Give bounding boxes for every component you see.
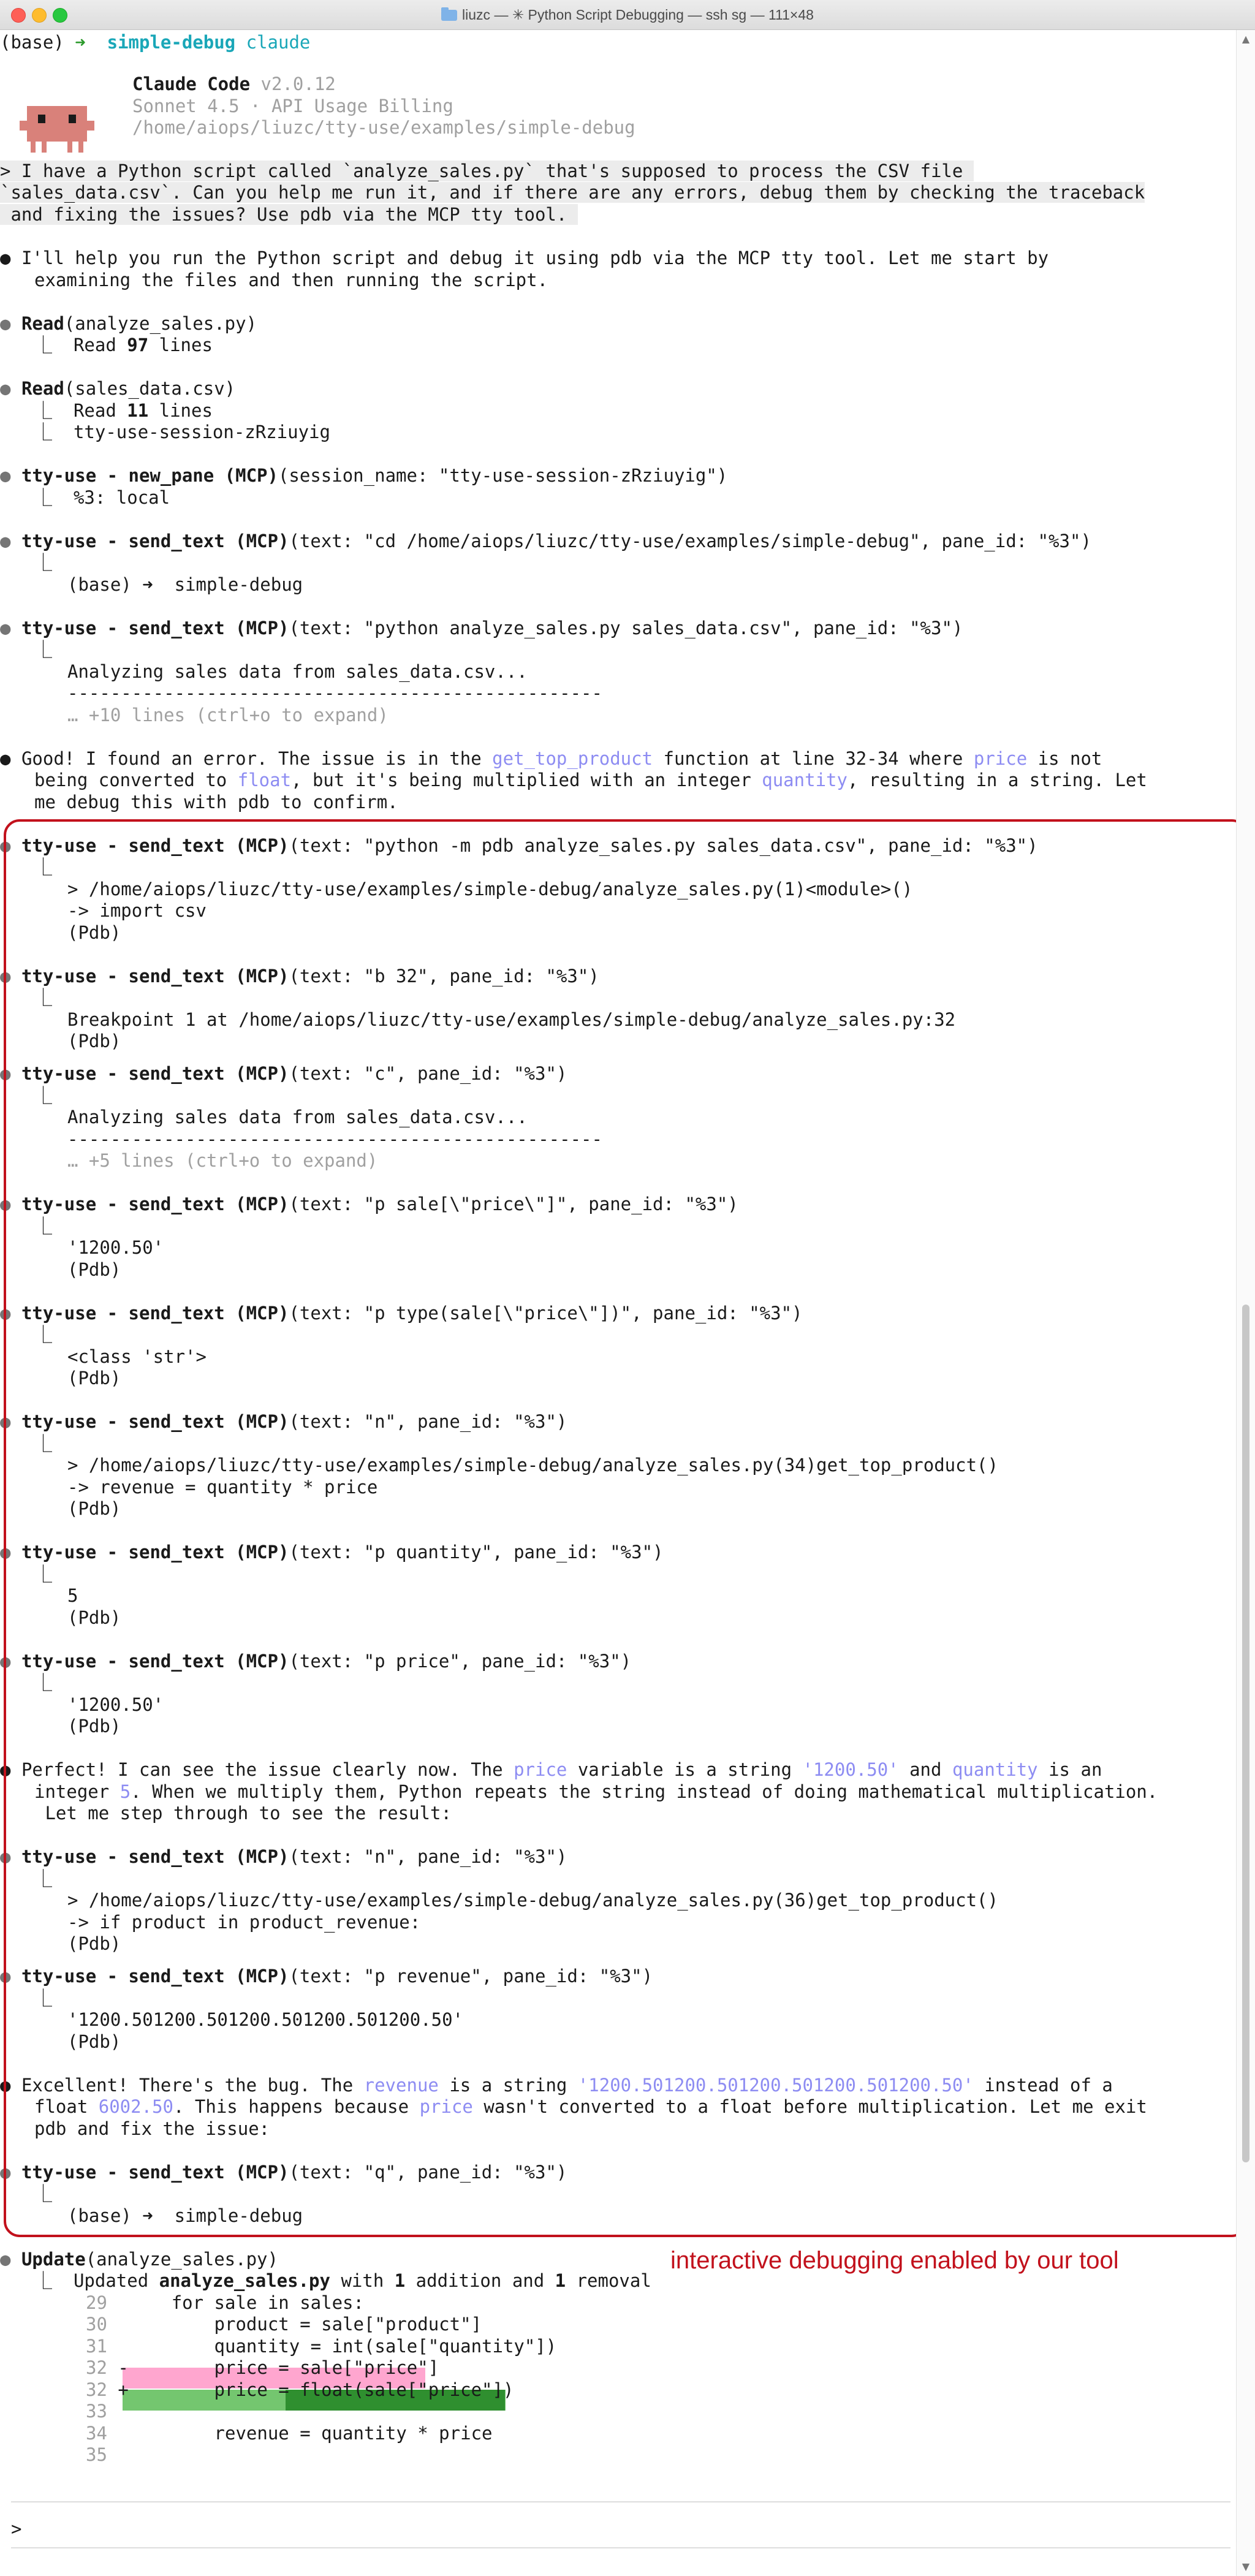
- user-prompt-line: and fixing the issues? Use pdb via the MCP tty tool.: [0, 204, 578, 225]
- user-prompt-line: `sales_data.csv`. Can you help me run it, and if there are any errors, debug them by checking the traceback: [0, 182, 1145, 203]
- tool-result: (Pdb): [67, 1933, 121, 1954]
- input-divider-bottom: [11, 2547, 1230, 2548]
- bullet-icon: ●: [0, 531, 11, 551]
- bullet-icon: ●: [0, 835, 11, 856]
- tool-result: <class 'str'>: [67, 1346, 207, 1367]
- bullet-icon: ●: [0, 313, 11, 334]
- tool-result: > /home/aiops/liuzc/tty-use/examples/simple-debug/analyze_sales.py(36)get_top_product(): [67, 1890, 998, 1911]
- diff-line: 35: [86, 2444, 107, 2465]
- diff-line: 29 for sale in sales:: [86, 2292, 364, 2313]
- tool-call-send-text[interactable]: ● tty-use - send_text (MCP)(text: "cd /home/aiops/liuzc/tty-use/examples/simple-debug", pane_id: "%3"): [0, 531, 1091, 551]
- diff-line: 30 product = sale["product"]: [86, 2314, 482, 2335]
- tool-result: ⎿ tty-use-session-zRziuyig: [34, 422, 330, 442]
- tool-call-send-text[interactable]: ● tty-use - send_text (MCP)(text: "python analyze_sales.py sales_data.csv", pane_id: "%3"): [0, 618, 963, 638]
- assistant-message: integer 5. When we multiply them, Python repeats the string instead of doing mathematical multiplication.: [34, 1781, 1158, 1802]
- tool-result: (Pdb): [67, 1259, 121, 1280]
- tool-result: (Pdb): [67, 1031, 121, 1051]
- tool-result: ⎿ Read 11 lines: [34, 400, 213, 421]
- tool-result: Analyzing sales data from sales_data.csv...: [67, 661, 528, 682]
- tool-call-send-text[interactable]: ● tty-use - send_text (MCP)(text: "python -m pdb analyze_sales.py sales_data.csv", pane_id: "%3"): [0, 835, 1038, 856]
- diff-line: 34 revenue = quantity * price: [86, 2423, 493, 2444]
- tool-result: -> revenue = quantity * price: [67, 1477, 378, 1498]
- tool-result: 5: [67, 1585, 78, 1606]
- scroll-up-icon[interactable]: ▲: [1242, 33, 1250, 45]
- bullet-icon: ●: [0, 2162, 11, 2183]
- bullet-icon: ●: [0, 1542, 11, 1563]
- tree-branch-icon: ⎿: [34, 2270, 53, 2291]
- tool-result: (Pdb): [67, 922, 121, 943]
- user-prompt-line: > I have a Python script called `analyze_sales.py` that's supposed to process the CSV file: [0, 161, 974, 181]
- tool-call-read[interactable]: ● Read(sales_data.csv): [0, 378, 236, 399]
- annotation-caption: interactive debugging enabled by our tool: [670, 2247, 1119, 2274]
- assistant-message: examining the files and then running the script.: [34, 270, 548, 290]
- tool-call-new-pane[interactable]: ● tty-use - new_pane (MCP)(session_name: "tty-use-session-zRziuyig"): [0, 465, 728, 486]
- claude-logo-icon: [17, 102, 97, 164]
- tree-branch-icon: ⎿: [34, 1216, 53, 1237]
- bullet-icon: ●: [0, 1303, 11, 1324]
- tool-call-read[interactable]: ● Read(analyze_sales.py): [0, 313, 257, 334]
- bullet-icon: ●: [0, 2249, 11, 2270]
- tool-result: ⎿ Read 97 lines: [34, 335, 213, 355]
- bullet-icon: ●: [0, 1759, 11, 1780]
- tree-branch-icon: ⎿: [34, 487, 53, 508]
- tool-call-send-text[interactable]: ● tty-use - send_text (MCP)(text: "n", pane_id: "%3"): [0, 1411, 567, 1432]
- tree-branch-icon: ⎿: [34, 1085, 53, 1106]
- bullet-icon: ●: [0, 966, 11, 987]
- diff-line-added: 32 + price = float(sale["price"]): [86, 2379, 514, 2400]
- assistant-message: ● Excellent! There's the bug. The revenue is a string '1200.501200.501200.501200.501200.50' instead of a: [0, 2075, 1113, 2096]
- scrollbar[interactable]: [1236, 30, 1255, 2576]
- tool-result: -> import csv: [67, 900, 207, 921]
- tool-call-send-text[interactable]: ● tty-use - send_text (MCP)(text: "n", pane_id: "%3"): [0, 1846, 567, 1867]
- tree-branch-icon: ⎿: [34, 1868, 53, 1889]
- folder-icon: [441, 10, 457, 21]
- window-title-text: liuzc — ✳ Python Script Debugging — ssh sg — 111×48: [462, 7, 814, 23]
- bullet-icon: ●: [0, 1846, 11, 1867]
- tree-branch-icon: ⎿: [34, 987, 53, 1008]
- scrollbar-thumb[interactable]: [1242, 1305, 1249, 2162]
- tool-result: ⎿ %3: local: [34, 487, 170, 508]
- tool-result: Breakpoint 1 at /home/aiops/liuzc/tty-use/examples/simple-debug/analyze_sales.py:32: [67, 1009, 956, 1030]
- diff-line-removed: 32 - price = sale["price"]: [86, 2357, 439, 2378]
- tool-call-send-text[interactable]: ● tty-use - send_text (MCP)(text: "p sale[\"price\"]", pane_id: "%3"): [0, 1194, 738, 1214]
- bullet-icon: ●: [0, 748, 11, 769]
- tree-branch-icon: ⎿: [34, 2183, 53, 2204]
- bullet-icon: ●: [0, 1063, 11, 1084]
- bullet-icon: ●: [0, 2075, 11, 2096]
- assistant-message: pdb and fix the issue:: [34, 2118, 270, 2139]
- highlight-frame: [4, 819, 1248, 2237]
- tree-branch-icon: ⎿: [34, 857, 53, 877]
- assistant-message: being converted to float, but it's being multiplied with an integer quantity, resulting in a string. Let: [34, 770, 1147, 790]
- tree-branch-icon: ⎿: [34, 639, 53, 660]
- tool-call-send-text[interactable]: ● tty-use - send_text (MCP)(text: "b 32", pane_id: "%3"): [0, 966, 599, 987]
- bullet-icon: ●: [0, 618, 11, 638]
- bullet-icon: ●: [0, 248, 11, 268]
- diff-line: 33: [86, 2401, 107, 2422]
- tree-branch-icon: ⎿: [34, 552, 53, 573]
- tree-branch-icon: ⎿: [34, 1324, 53, 1345]
- tool-result: (base) ➜ simple-debug: [67, 574, 303, 595]
- assistant-message: ● I'll help you run the Python script and debug it using pdb via the MCP tty tool. Let me start by: [0, 248, 1049, 268]
- tool-result: (Pdb): [67, 2031, 121, 2052]
- bullet-icon: ●: [0, 1651, 11, 1672]
- tool-result: (Pdb): [67, 1368, 121, 1388]
- tree-branch-icon: ⎿: [34, 422, 53, 442]
- tool-result: '1200.50': [67, 1694, 164, 1715]
- tool-result: ⎿ Updated analyze_sales.py with 1 addition and 1 removal: [34, 2270, 651, 2291]
- scroll-down-icon[interactable]: ▼: [1242, 2561, 1250, 2572]
- tool-result: Analyzing sales data from sales_data.csv...: [67, 1107, 528, 1127]
- window-title: [0, 0, 1255, 29]
- assistant-message: me debug this with pdb to confirm.: [34, 792, 398, 813]
- tool-call-send-text[interactable]: ● tty-use - send_text (MCP)(text: "p price", pane_id: "%3"): [0, 1651, 632, 1672]
- tool-result: (Pdb): [67, 1716, 121, 1737]
- tool-result: -> if product in product_revenue:: [67, 1912, 421, 1933]
- tool-call-send-text[interactable]: ● tty-use - send_text (MCP)(text: "p quantity", pane_id: "%3"): [0, 1542, 664, 1563]
- tool-result: > /home/aiops/liuzc/tty-use/examples/simple-debug/analyze_sales.py(1)<module>(): [67, 879, 913, 900]
- diff-line: 31 quantity = int(sale["quantity"]): [86, 2336, 557, 2357]
- model-line: Sonnet 4.5 · API Usage Billing: [132, 96, 453, 116]
- bullet-icon: ●: [0, 1194, 11, 1214]
- app-name-line: Claude Code v2.0.12: [132, 74, 336, 94]
- assistant-message: Let me step through to see the result:: [34, 1803, 452, 1824]
- tree-branch-icon: ⎿: [34, 335, 53, 355]
- bullet-icon: ●: [0, 1411, 11, 1432]
- tool-call-update[interactable]: ● Update(analyze_sales.py): [0, 2249, 278, 2270]
- tool-result: (base) ➜ simple-debug: [67, 2205, 303, 2226]
- tool-result: '1200.50': [67, 1237, 164, 1258]
- assistant-message: ● Good! I found an error. The issue is in the get_top_product function at line 32-34 where price is not: [0, 748, 1102, 769]
- tree-branch-icon: ⎿: [34, 1672, 53, 1693]
- tool-result: > /home/aiops/liuzc/tty-use/examples/simple-debug/analyze_sales.py(34)get_top_product(): [67, 1455, 998, 1476]
- expand-link[interactable]: … +5 lines (ctrl+o to expand): [67, 1150, 378, 1171]
- cwd-line: /home/aiops/liuzc/tty-use/examples/simple-debug: [132, 117, 635, 138]
- shell-prompt-line: (base) ➜ simple-debug claude: [0, 32, 311, 53]
- expand-link[interactable]: … +10 lines (ctrl+o to expand): [67, 705, 389, 725]
- tool-result: (Pdb): [67, 1498, 121, 1519]
- tree-branch-icon: ⎿: [34, 400, 53, 421]
- tool-call-send-text[interactable]: ● tty-use - send_text (MCP)(text: "c", pane_id: "%3"): [0, 1063, 567, 1084]
- tool-result: (Pdb): [67, 1607, 121, 1628]
- bullet-icon: ●: [0, 465, 11, 486]
- tree-branch-icon: ⎿: [34, 1988, 53, 2009]
- chat-input[interactable]: >: [11, 2518, 22, 2539]
- window-titlebar: [0, 0, 1255, 30]
- assistant-message: float 6002.50. This happens because price wasn't converted to a float before multiplication. Let me exit: [34, 2096, 1147, 2117]
- tree-branch-icon: ⎿: [34, 1564, 53, 1585]
- tool-call-send-text[interactable]: ● tty-use - send_text (MCP)(text: "q", pane_id: "%3"): [0, 2162, 567, 2183]
- tool-result: --------------------------------------------------: [67, 683, 602, 703]
- bullet-icon: ●: [0, 1966, 11, 1987]
- tool-result: --------------------------------------------------: [67, 1129, 602, 1150]
- tool-result: '1200.501200.501200.501200.501200.50': [67, 2009, 464, 2030]
- bullet-icon: ●: [0, 378, 11, 399]
- tool-call-send-text[interactable]: ● tty-use - send_text (MCP)(text: "p revenue", pane_id: "%3"): [0, 1966, 653, 1987]
- input-divider-top: [11, 2501, 1230, 2502]
- assistant-message: ● Perfect! I can see the issue clearly now. The price variable is a string '1200.50' and quantity is an: [0, 1759, 1102, 1780]
- tree-branch-icon: ⎿: [34, 1433, 53, 1454]
- tool-call-send-text[interactable]: ● tty-use - send_text (MCP)(text: "p type(sale[\"price\"])", pane_id: "%3"): [0, 1303, 803, 1324]
